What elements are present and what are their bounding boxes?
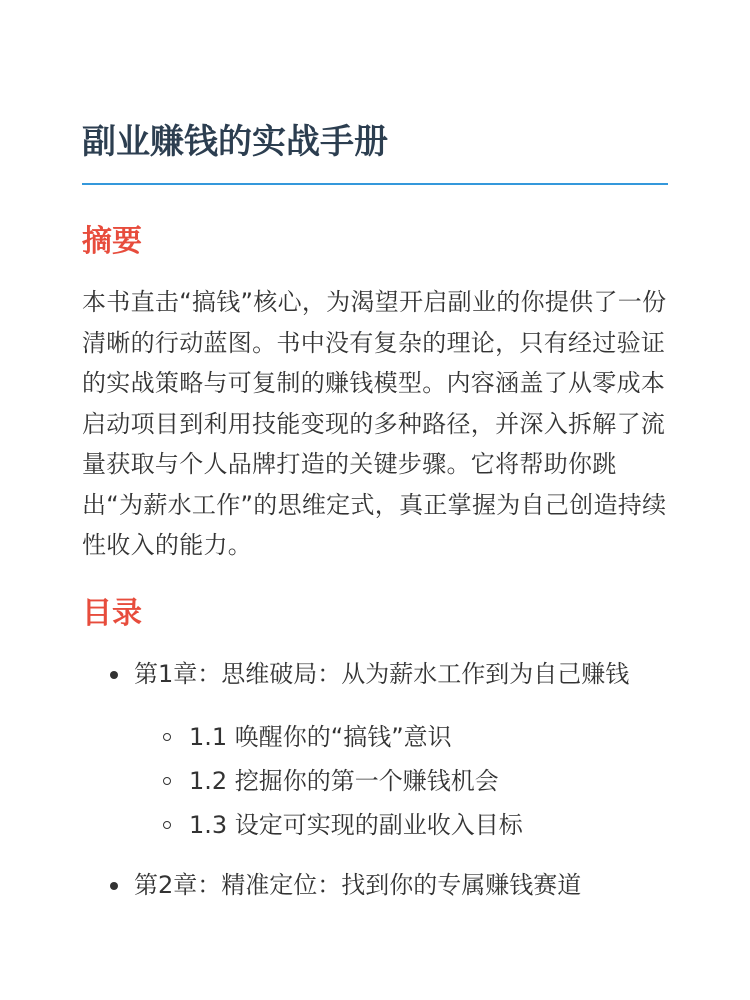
toc-subsection [134,803,668,847]
subsection-label: 1.1 唤醒你的“搞钱”意识 [189,723,452,751]
title-divider [82,183,668,185]
table-of-contents [82,656,668,904]
toc-subsection [134,715,668,759]
chapter-label: 第1章：思维破局：从为薪水工作到为自己赚钱 [134,660,630,688]
subsection-label: 1.3 设定可实现的副业收入目标 [189,811,523,839]
toc-heading: 目录 [82,596,142,631]
summary-heading: 摘要 [82,224,142,259]
hollow-bullet-icon [163,733,171,741]
chapter-1-subsections [134,715,668,847]
bullet-icon [110,882,118,890]
chapter-label: 第2章：精准定位：找到你的专属赚钱赛道 [134,871,582,899]
toc-subsection [134,759,668,803]
document-title: 副业赚钱的实战手册 [82,122,388,162]
bullet-icon [110,671,118,679]
toc-chapter-2 [82,867,668,904]
toc-chapter-1 [82,656,668,847]
subsection-label: 1.2 挖掘你的第一个赚钱机会 [189,767,499,795]
hollow-bullet-icon [163,821,171,829]
hollow-bullet-icon [163,777,171,785]
abstract-paragraph: 本书直击“搞钱”核心，为渴望开启副业的你提供了一份清晰的行动蓝图。书中没有复杂的理论，只有经过验证的实战策略与可复制的赚钱模型。内容涵盖了从零成本启动项目到利用技能变现的多种路径，并深入拆解了流量获取与个人品牌打造的关键步骤。它将帮助你跳出“为薪水工作”的思维定式，真正掌握为自己创造持续性收入的能力。 [82,288,667,559]
